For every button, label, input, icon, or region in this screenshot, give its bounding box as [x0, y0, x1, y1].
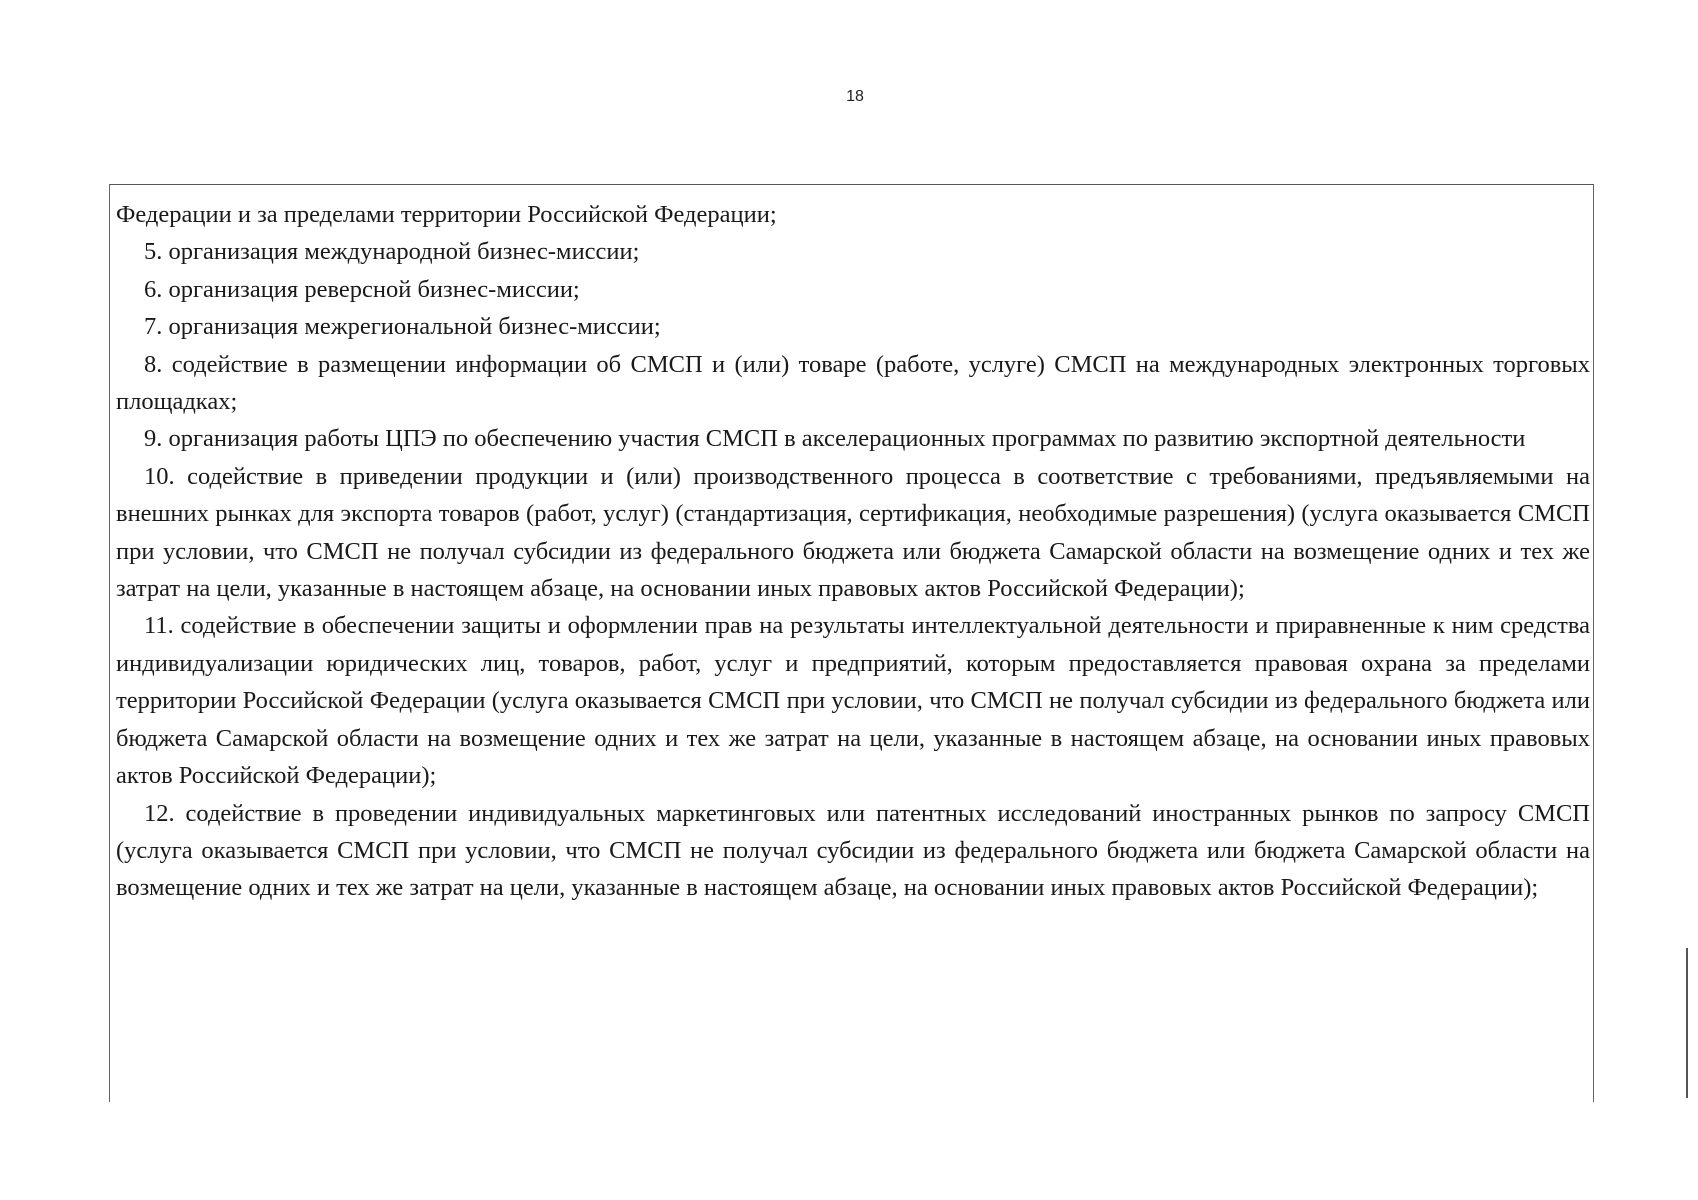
list-item-10: 10. содействие в приведении продукции и (или) производственного процесса в соответствие с требованиями, предъявляемыми на внешних рынках для экспорта товаров (работ, услуг) (стандартизация, сертификация, необходимые разрешения) (услуга оказывается СМСП при условии, что СМСП не получал субсидии из федерального бюджета или бюджета Самарской области на возмещение одних и тех же затрат на цели, указанные в настоящем абзаце, на основании иных правовых актов Российской Федерации);: [116, 462, 1590, 603]
list-item-12: 12. содействие в проведении индивидуальных маркетинговых или патентных исследований иностранных рынков по запросу СМСП (услуга оказывается СМСП при условии, что СМСП не получал субсидии из федерального бюджета или бюджета Самарской области на возмещение одних и тех же затрат на цели, указанные в настоящем абзаце, на основании иных правовых актов Российской Федерации);: [116, 799, 1590, 902]
page-number: 18: [846, 88, 864, 105]
list-item-5: 5. организация международной бизнес-миссии;: [144, 238, 640, 266]
scan-edge-mark: [1686, 948, 1688, 1098]
list-item-11: 11. содействие в обеспечении защиты и оформлении прав на результаты интеллектуальной деятельности и приравненные к ним средства индивидуализации юридических лиц, товаров, работ, услуг и предприятий, которым предоставляется правовая охрана за пределами территории Российской Федерации (услуга оказывается СМСП при условии, что СМСП не получал субсидии из федерального бюджета или бюджета Самарской области на возмещение одних и тех же затрат на цели, указанные в настоящем абзаце, на основании иных правовых актов Российской Федерации);: [116, 612, 1590, 790]
list-item-6: 6. организация реверсной бизнес-миссии;: [144, 275, 580, 303]
list-item-9: 9. организация работы ЦПЭ по обеспечению участия СМСП в акселерационных программах по развитию экспортной деятельности: [144, 425, 1526, 453]
list-item-7: 7. организация межрегиональной бизнес-миссии;: [144, 313, 661, 341]
list-item-8: 8. содействие в размещении информации об СМСП и (или) товаре (работе, услуге) СМСП на международных электронных торговых площадках;: [116, 350, 1590, 416]
paragraph-continuation: Федерации и за пределами территории Российской Федерации;: [116, 201, 777, 228]
document-body: [116, 196, 1590, 907]
